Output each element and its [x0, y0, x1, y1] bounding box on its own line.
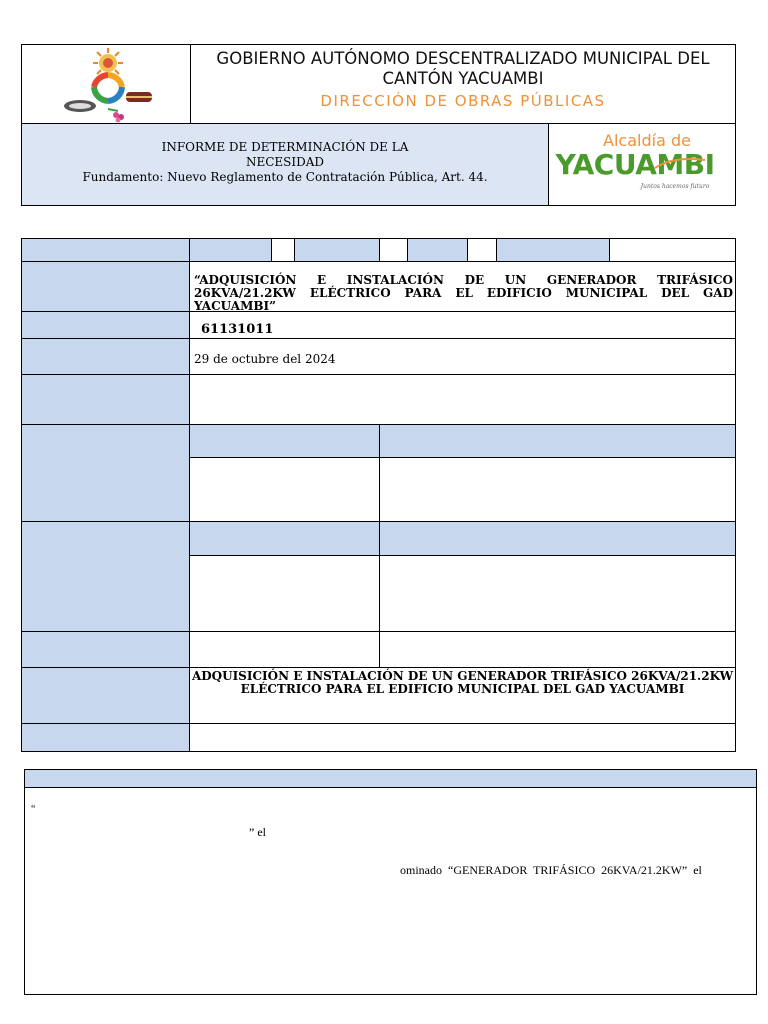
- checkbox-cell: [467, 238, 497, 262]
- cpc-code: 61131011: [201, 322, 274, 337]
- svg-text:Juntos hacemos futuro: Juntos hacemos futuro: [640, 183, 710, 190]
- label-cell: [189, 238, 272, 262]
- subheader-cell: [189, 424, 380, 458]
- municipal-logo-cell: [22, 45, 191, 124]
- label-cell: [21, 338, 190, 375]
- label-cell: [21, 723, 190, 752]
- subheader-cell: [189, 521, 380, 556]
- subheader-cell: [379, 521, 736, 556]
- contract-object-text: “ADQUISICIÓN E INSTALACIÓN DE UN GENERADOR TRIFÁSICO 26KVA/21.2KW ELÉCTRICO PARA EL EDIFICIO MUNICIPAL DEL GAD YACUAMBI”: [194, 273, 733, 313]
- label-cell: [21, 667, 190, 724]
- report-title-line1: INFORME DE DETERMINACIÓN DE LA: [161, 140, 409, 154]
- text-fragment: ” el: [249, 825, 266, 839]
- description-cell: [189, 667, 736, 724]
- municipal-emblem-logo: [60, 47, 160, 123]
- report-title-line2: NECESIDAD: [245, 155, 325, 169]
- subheader-cell: [379, 424, 736, 458]
- checkbox-cell: [271, 238, 295, 262]
- institution-name-line2: CANTÓN YACUAMBI: [382, 69, 544, 88]
- institution-title: [191, 45, 735, 124]
- svg-text:YACUAMBI: YACUAMBI: [555, 148, 715, 181]
- label-cell: [21, 424, 190, 522]
- label-cell: [496, 238, 610, 262]
- label-cell: [21, 521, 190, 632]
- label-cell: [294, 238, 380, 262]
- contract-object-cell: [189, 261, 736, 312]
- svg-text:Alcaldía de: Alcaldía de: [603, 131, 691, 150]
- alcaldia-logo-cell: [549, 124, 735, 205]
- value-cell: [379, 631, 736, 668]
- description-line2: ELÉCTRICO PARA EL EDIFICIO MUNICIPAL DEL GAD YACUAMBI: [240, 682, 685, 696]
- value-cell: [189, 723, 736, 752]
- cpc-code-cell: [189, 311, 736, 339]
- value-cell: [189, 457, 380, 522]
- text-fragment-generator: ominado “GENERADOR TRIFÁSICO 26KVA/21.2KW” el: [400, 863, 702, 877]
- description-line1: ADQUISICIÓN E INSTALACIÓN DE UN GENERADOR TRIFÁSICO 26KVA/21.2KW: [191, 669, 734, 683]
- value-cell: [379, 457, 736, 522]
- report-title-cell: [22, 124, 549, 205]
- checkbox-cell: [379, 238, 408, 262]
- label-cell: [21, 631, 190, 668]
- section-body: [24, 787, 757, 995]
- value-cell: [379, 555, 736, 632]
- label-cell: [21, 261, 190, 312]
- value-cell: [189, 631, 380, 668]
- label-cell: [407, 238, 468, 262]
- opening-quote: “: [31, 804, 36, 815]
- value-cell: [609, 238, 736, 262]
- document-header: [21, 44, 736, 206]
- alcaldia-yacuambi-logo: [555, 130, 725, 200]
- institution-name-line1: GOBIERNO AUTÓNOMO DESCENTRALIZADO MUNICIPAL DEL: [216, 49, 710, 68]
- value-cell: [189, 555, 380, 632]
- report-legal-basis: Fundamento: Nuevo Reglamento de Contratación Pública, Art. 44.: [82, 170, 488, 184]
- report-date: 29 de octubre del 2024: [194, 352, 336, 366]
- label-cell: [21, 238, 190, 262]
- label-cell: [21, 374, 190, 425]
- label-cell: [21, 311, 190, 339]
- department-name: DIRECCIÓN DE OBRAS PÚBLICAS: [320, 92, 606, 110]
- date-cell: [189, 338, 736, 375]
- value-cell: [189, 374, 736, 425]
- section-header-bar: [24, 769, 757, 788]
